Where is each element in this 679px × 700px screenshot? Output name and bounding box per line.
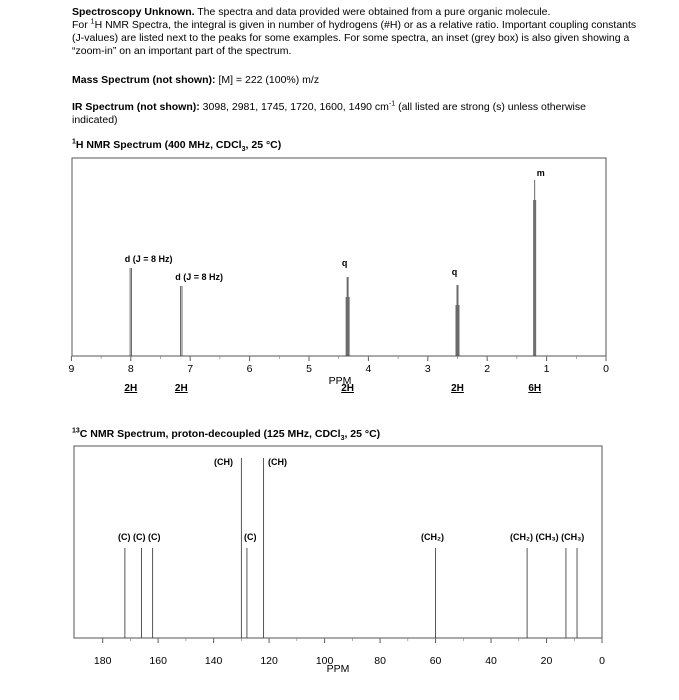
c-peak-label-ch-2: (CH) [268, 457, 287, 467]
h-tick-label: 1 [543, 363, 550, 375]
h-peak-integral: 2H [451, 383, 464, 394]
intro-title: Spectroscopy Unknown. [72, 6, 195, 18]
h-tick-label: 3 [424, 363, 431, 375]
c-nmr-title-sub: 3 [340, 435, 345, 443]
c-nmr-title-text: C NMR Spectrum, proton-decoupled (125 MHz, CDCl [79, 428, 341, 440]
c-peak-label-c: (C) [244, 532, 257, 542]
mass-spectrum-value: [M] = 222 (100%) m/z [218, 74, 320, 86]
c-peak-label-ch-1: (CH) [214, 457, 233, 467]
intro-line4: “zoom-in” on an important part of the spectrum. [72, 45, 292, 57]
c-tick-label: 20 [540, 655, 553, 667]
h-peak-label: d (J = 8 Hz) [175, 272, 224, 282]
ir-spectrum-value: 3098, 2981, 1745, 1720, 1600, 1490 cm [202, 101, 389, 113]
h-nmr-title-sup: 1 [72, 138, 76, 146]
h-peak-label: q [451, 267, 458, 277]
c-tick-label: 0 [599, 655, 605, 667]
c-nmr-title-end: , 25 °C) [344, 428, 381, 440]
intro-line2b: H NMR Spectra, the integral is given in number of hydrogens (#H) or as a relative ratio. Important coupling constants [94, 19, 637, 31]
intro-line2a: For [72, 19, 91, 31]
c-peak-label-ch2-ch3-ch3: (CH₂) (CH₃) (CH₃) [510, 532, 585, 542]
c-tick-label: 100 [315, 655, 334, 667]
h-peak-integral: 2H [124, 383, 138, 394]
h-tick-label: 5 [306, 363, 312, 375]
c-nmr-title-sup: 13 [72, 427, 80, 435]
h-nmr-title-sub: 3 [241, 146, 246, 154]
c-tick-label: 60 [429, 655, 442, 667]
h-peak-label: q [341, 258, 348, 268]
ir-note2: indicated) [72, 114, 118, 126]
intro-line3: (J-values) are listed next to the peaks for some examples. For some spectra, an inset (grey box) is also given showing a [72, 32, 630, 44]
c-tick-label: 160 [149, 655, 167, 667]
c-tick-label: 140 [204, 655, 223, 667]
h-tick-label: 8 [127, 363, 134, 375]
h-peak-integral: 2H [341, 383, 355, 394]
h-peak-label: d (J = 8 Hz) [124, 254, 173, 264]
h-tick-label: 0 [603, 363, 609, 375]
ir-spectrum-label: IR Spectrum (not shown): [72, 101, 200, 113]
intro-line2-sup: 1 [90, 18, 95, 26]
h-nmr-title-text: H NMR Spectrum (400 MHz, CDCl [75, 139, 242, 151]
h-tick-label: 9 [68, 363, 75, 375]
c-nmr-axis-label: PPM [326, 663, 350, 675]
c-peak-label-c-c-c: (C) (C) (C) [118, 532, 161, 542]
h-peak-integral: 6H [528, 383, 542, 394]
h-nmr-axis-label: PPM [328, 375, 352, 387]
c-tick-label: 120 [260, 655, 278, 667]
h-tick-label: 7 [187, 363, 194, 375]
h-peak-label: m [536, 168, 545, 178]
ir-unit-sup: -1 [388, 100, 396, 108]
h-tick-label: 2 [484, 363, 491, 375]
c-tick-label: 80 [374, 655, 386, 667]
h-peak-4 [451, 267, 464, 394]
mass-spectrum-label: Mass Spectrum (not shown): [72, 74, 216, 86]
c-tick-label: 40 [485, 655, 497, 667]
h-tick-label: 6 [246, 363, 253, 375]
c-tick-label: 180 [93, 655, 112, 667]
h-peak-2 [175, 272, 223, 394]
ir-note1: (all listed are strong (s) unless otherwise [395, 101, 586, 113]
h-nmr-title-end: , 25 °C) [245, 139, 282, 151]
intro-line1: The spectra and data provided were obtained from a pure organic molecule. [197, 6, 551, 18]
h-peak-5 [528, 168, 544, 394]
h-tick-label: 4 [365, 363, 372, 375]
h-peak-integral: 2H [174, 383, 188, 394]
h-peak-3 [341, 258, 354, 394]
c-peak-label-ch2: (CH₂) [421, 532, 444, 542]
